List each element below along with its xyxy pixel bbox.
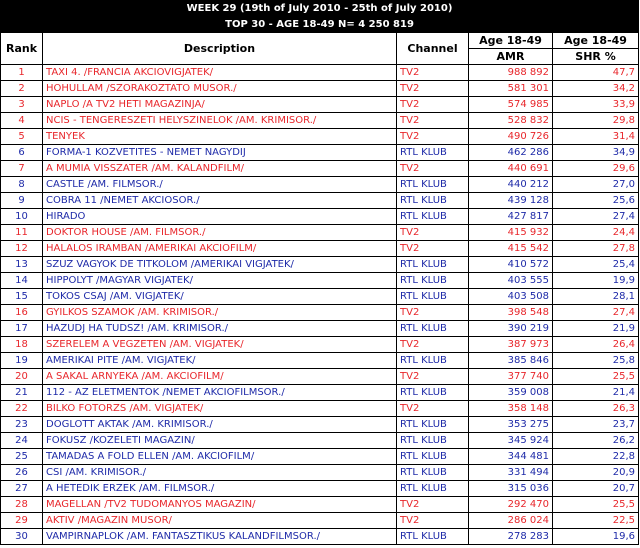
description-cell: FORMA-1 KOZVETITES - NEMET NAGYDIJ <box>43 145 397 161</box>
table-row <box>1 273 639 289</box>
rank-cell: 7 <box>1 161 43 177</box>
channel-cell: RTL KLUB <box>397 193 469 209</box>
rank-cell: 27 <box>1 481 43 497</box>
description-cell: CASTLE /AM. FILMSOR./ <box>43 177 397 193</box>
shr-cell: 22,5 <box>553 513 639 529</box>
table-row <box>1 353 639 369</box>
description-cell: HALALOS IRAMBAN /AMERIKAI AKCIOFILM/ <box>43 241 397 257</box>
channel-cell: TV2 <box>397 497 469 513</box>
amr-cell: 427 817 <box>469 209 553 225</box>
rank-cell: 20 <box>1 369 43 385</box>
description-cell: TAMADAS A FOLD ELLEN /AM. AKCIOFILM/ <box>43 449 397 465</box>
description-cell: DOGLOTT AKTAK /AM. KRIMISOR./ <box>43 417 397 433</box>
shr-cell: 27,0 <box>553 177 639 193</box>
rank-cell: 17 <box>1 321 43 337</box>
table-row <box>1 65 639 81</box>
table-row <box>1 161 639 177</box>
table-row <box>1 289 639 305</box>
table-row <box>1 129 639 145</box>
channel-cell: TV2 <box>397 161 469 177</box>
table-row <box>1 385 639 401</box>
top30-subtitle: TOP 30 - AGE 18-49 N= 4 250 819 <box>1 17 639 33</box>
description-cell: TAXI 4. /FRANCIA AKCIOVIGJATEK/ <box>43 65 397 81</box>
amr-cell: 398 548 <box>469 305 553 321</box>
shr-cell: 21,4 <box>553 385 639 401</box>
channel-cell: RTL KLUB <box>397 145 469 161</box>
channel-cell: RTL KLUB <box>397 449 469 465</box>
description-cell: NCIS - TENGERESZETI HELYSZINELOK /AM. KRIMISOR./ <box>43 113 397 129</box>
amr-cell: 574 985 <box>469 97 553 113</box>
table-row <box>1 337 639 353</box>
table-row <box>1 177 639 193</box>
amr-cell: 528 832 <box>469 113 553 129</box>
amr-cell: 292 470 <box>469 497 553 513</box>
shr-header-label: SHR % <box>575 50 616 63</box>
shr-cell: 33,9 <box>553 97 639 113</box>
amr-cell: 286 024 <box>469 513 553 529</box>
channel-cell: RTL KLUB <box>397 481 469 497</box>
rank-cell: 25 <box>1 449 43 465</box>
amr-cell: 439 128 <box>469 193 553 209</box>
shr-cell: 28,1 <box>553 289 639 305</box>
description-cell: NAPLO /A TV2 HETI MAGAZINJA/ <box>43 97 397 113</box>
description-cell: 112 - AZ ELETMENTOK /NEMET AKCIOFILMSOR./ <box>43 385 397 401</box>
amr-cell: 440 212 <box>469 177 553 193</box>
week-title: WEEK 29 (19th of July 2010 - 25th of July 2010) <box>1 1 639 17</box>
table-row <box>1 369 639 385</box>
channel-cell: RTL KLUB <box>397 385 469 401</box>
rank-cell: 8 <box>1 177 43 193</box>
shr-cell: 27,4 <box>553 209 639 225</box>
description-cell: BILKO FOTORZS /AM. VIGJATEK/ <box>43 401 397 417</box>
amr-cell: 331 494 <box>469 465 553 481</box>
amr-cell: 278 283 <box>469 529 553 545</box>
description-cell: MAGELLAN /TV2 TUDOMANYOS MAGAZIN/ <box>43 497 397 513</box>
table-row <box>1 193 639 209</box>
channel-cell: RTL KLUB <box>397 273 469 289</box>
shr-cell: 23,7 <box>553 417 639 433</box>
amr-cell: 358 148 <box>469 401 553 417</box>
table-row <box>1 513 639 529</box>
table-row <box>1 497 639 513</box>
amr-cell: 988 892 <box>469 65 553 81</box>
description-cell: TOKOS CSAJ /AM. VIGJATEK/ <box>43 289 397 305</box>
amr-cell: 410 572 <box>469 257 553 273</box>
rank-column-header: Rank <box>1 33 43 65</box>
shr-cell: 22,8 <box>553 449 639 465</box>
description-cell: TENYEK <box>43 129 397 145</box>
channel-cell: RTL KLUB <box>397 321 469 337</box>
table-row <box>1 113 639 129</box>
table-row <box>1 209 639 225</box>
shr-column-header <box>553 33 639 65</box>
shr-cell: 21,9 <box>553 321 639 337</box>
amr-cell: 359 008 <box>469 385 553 401</box>
rank-cell: 9 <box>1 193 43 209</box>
table-row <box>1 417 639 433</box>
shr-cell: 25,5 <box>553 369 639 385</box>
table-row <box>1 481 639 497</box>
rank-cell: 1 <box>1 65 43 81</box>
description-cell: AKTIV /MAGAZIN MUSOR/ <box>43 513 397 529</box>
rank-cell: 5 <box>1 129 43 145</box>
rank-cell: 4 <box>1 113 43 129</box>
rank-cell: 30 <box>1 529 43 545</box>
table-row <box>1 305 639 321</box>
channel-cell: RTL KLUB <box>397 177 469 193</box>
description-column-header: Description <box>43 33 397 65</box>
channel-cell: TV2 <box>397 369 469 385</box>
rank-cell: 22 <box>1 401 43 417</box>
table-row <box>1 225 639 241</box>
shr-header-age: Age 18-49 <box>553 33 638 49</box>
description-cell: GYILKOS SZAMOK /AM. KRIMISOR./ <box>43 305 397 321</box>
description-cell: DOKTOR HOUSE /AM. FILMSOR./ <box>43 225 397 241</box>
shr-cell: 47,7 <box>553 65 639 81</box>
channel-cell: RTL KLUB <box>397 289 469 305</box>
channel-cell: TV2 <box>397 241 469 257</box>
rank-cell: 11 <box>1 225 43 241</box>
description-cell: SZERELEM A VEGZETEN /AM. VIGJATEK/ <box>43 337 397 353</box>
amr-cell: 344 481 <box>469 449 553 465</box>
rank-cell: 28 <box>1 497 43 513</box>
amr-column-header <box>469 33 553 65</box>
amr-cell: 315 036 <box>469 481 553 497</box>
rank-cell: 18 <box>1 337 43 353</box>
amr-header-label: AMR <box>496 50 525 63</box>
shr-cell: 26,2 <box>553 433 639 449</box>
shr-cell: 20,9 <box>553 465 639 481</box>
rank-cell: 15 <box>1 289 43 305</box>
rank-cell: 6 <box>1 145 43 161</box>
channel-cell: RTL KLUB <box>397 417 469 433</box>
shr-cell: 34,2 <box>553 81 639 97</box>
channel-cell: TV2 <box>397 81 469 97</box>
amr-cell: 345 924 <box>469 433 553 449</box>
description-cell: A HETEDIK ERZEK /AM. FILMSOR./ <box>43 481 397 497</box>
description-cell: VAMPIRNAPLOK /AM. FANTASZTIKUS KALANDFILMSOR./ <box>43 529 397 545</box>
channel-cell: TV2 <box>397 305 469 321</box>
rank-cell: 16 <box>1 305 43 321</box>
channel-cell: RTL KLUB <box>397 209 469 225</box>
channel-cell: RTL KLUB <box>397 433 469 449</box>
amr-cell: 440 691 <box>469 161 553 177</box>
shr-cell: 25,8 <box>553 353 639 369</box>
table-row <box>1 401 639 417</box>
description-cell: HIRADO <box>43 209 397 225</box>
ratings-body <box>1 65 639 545</box>
shr-cell: 19,9 <box>553 273 639 289</box>
shr-cell: 25,6 <box>553 193 639 209</box>
table-row <box>1 529 639 545</box>
table-row <box>1 257 639 273</box>
channel-cell: TV2 <box>397 129 469 145</box>
amr-cell: 390 219 <box>469 321 553 337</box>
channel-cell: TV2 <box>397 113 469 129</box>
channel-column-header: Channel <box>397 33 469 65</box>
amr-cell: 353 275 <box>469 417 553 433</box>
amr-cell: 581 301 <box>469 81 553 97</box>
rank-cell: 24 <box>1 433 43 449</box>
rank-cell: 23 <box>1 417 43 433</box>
amr-header-age: Age 18-49 <box>469 33 552 49</box>
description-cell: HAZUDJ HA TUDSZ! /AM. KRIMISOR./ <box>43 321 397 337</box>
description-cell: FOKUSZ /KOZELETI MAGAZIN/ <box>43 433 397 449</box>
rank-cell: 21 <box>1 385 43 401</box>
table-row <box>1 97 639 113</box>
table-row <box>1 81 639 97</box>
table-row <box>1 449 639 465</box>
amr-cell: 385 846 <box>469 353 553 369</box>
amr-cell: 462 286 <box>469 145 553 161</box>
rank-cell: 14 <box>1 273 43 289</box>
description-cell: CSI /AM. KRIMISOR./ <box>43 465 397 481</box>
rank-cell: 26 <box>1 465 43 481</box>
channel-cell: RTL KLUB <box>397 353 469 369</box>
description-cell: A SAKAL ARNYEKA /AM. AKCIOFILM/ <box>43 369 397 385</box>
shr-cell: 27,4 <box>553 305 639 321</box>
amr-cell: 415 542 <box>469 241 553 257</box>
table-row <box>1 241 639 257</box>
description-cell: HOHULLAM /SZORAKOZTATO MUSOR./ <box>43 81 397 97</box>
amr-cell: 415 932 <box>469 225 553 241</box>
amr-cell: 403 555 <box>469 273 553 289</box>
channel-cell: TV2 <box>397 513 469 529</box>
rank-cell: 12 <box>1 241 43 257</box>
channel-cell: TV2 <box>397 337 469 353</box>
amr-cell: 387 973 <box>469 337 553 353</box>
channel-cell: RTL KLUB <box>397 257 469 273</box>
amr-cell: 403 508 <box>469 289 553 305</box>
channel-cell: TV2 <box>397 401 469 417</box>
channel-cell: RTL KLUB <box>397 529 469 545</box>
table-row <box>1 145 639 161</box>
channel-cell: TV2 <box>397 97 469 113</box>
rank-cell: 19 <box>1 353 43 369</box>
shr-cell: 26,4 <box>553 337 639 353</box>
table-row <box>1 321 639 337</box>
table-row <box>1 433 639 449</box>
shr-cell: 24,4 <box>553 225 639 241</box>
rank-cell: 13 <box>1 257 43 273</box>
table-row <box>1 465 639 481</box>
amr-cell: 490 726 <box>469 129 553 145</box>
rank-cell: 29 <box>1 513 43 529</box>
channel-cell: RTL KLUB <box>397 465 469 481</box>
description-cell: AMERIKAI PITE /AM. VIGJATEK/ <box>43 353 397 369</box>
rank-cell: 3 <box>1 97 43 113</box>
rank-cell: 10 <box>1 209 43 225</box>
channel-cell: TV2 <box>397 225 469 241</box>
description-cell: COBRA 11 /NEMET AKCIOSOR./ <box>43 193 397 209</box>
shr-cell: 34,9 <box>553 145 639 161</box>
amr-cell: 377 740 <box>469 369 553 385</box>
shr-cell: 19,6 <box>553 529 639 545</box>
shr-cell: 31,4 <box>553 129 639 145</box>
shr-cell: 29,6 <box>553 161 639 177</box>
shr-cell: 25,5 <box>553 497 639 513</box>
rank-cell: 2 <box>1 81 43 97</box>
shr-cell: 29,8 <box>553 113 639 129</box>
channel-cell: TV2 <box>397 65 469 81</box>
description-cell: SZUZ VAGYOK DE TITKOLOM /AMERIKAI VIGJATEK/ <box>43 257 397 273</box>
shr-cell: 20,7 <box>553 481 639 497</box>
shr-cell: 26,3 <box>553 401 639 417</box>
shr-cell: 25,4 <box>553 257 639 273</box>
shr-cell: 27,8 <box>553 241 639 257</box>
description-cell: HIPPOLYT /MAGYAR VIGJATEK/ <box>43 273 397 289</box>
description-cell: A MUMIA VISSZATER /AM. KALANDFILM/ <box>43 161 397 177</box>
